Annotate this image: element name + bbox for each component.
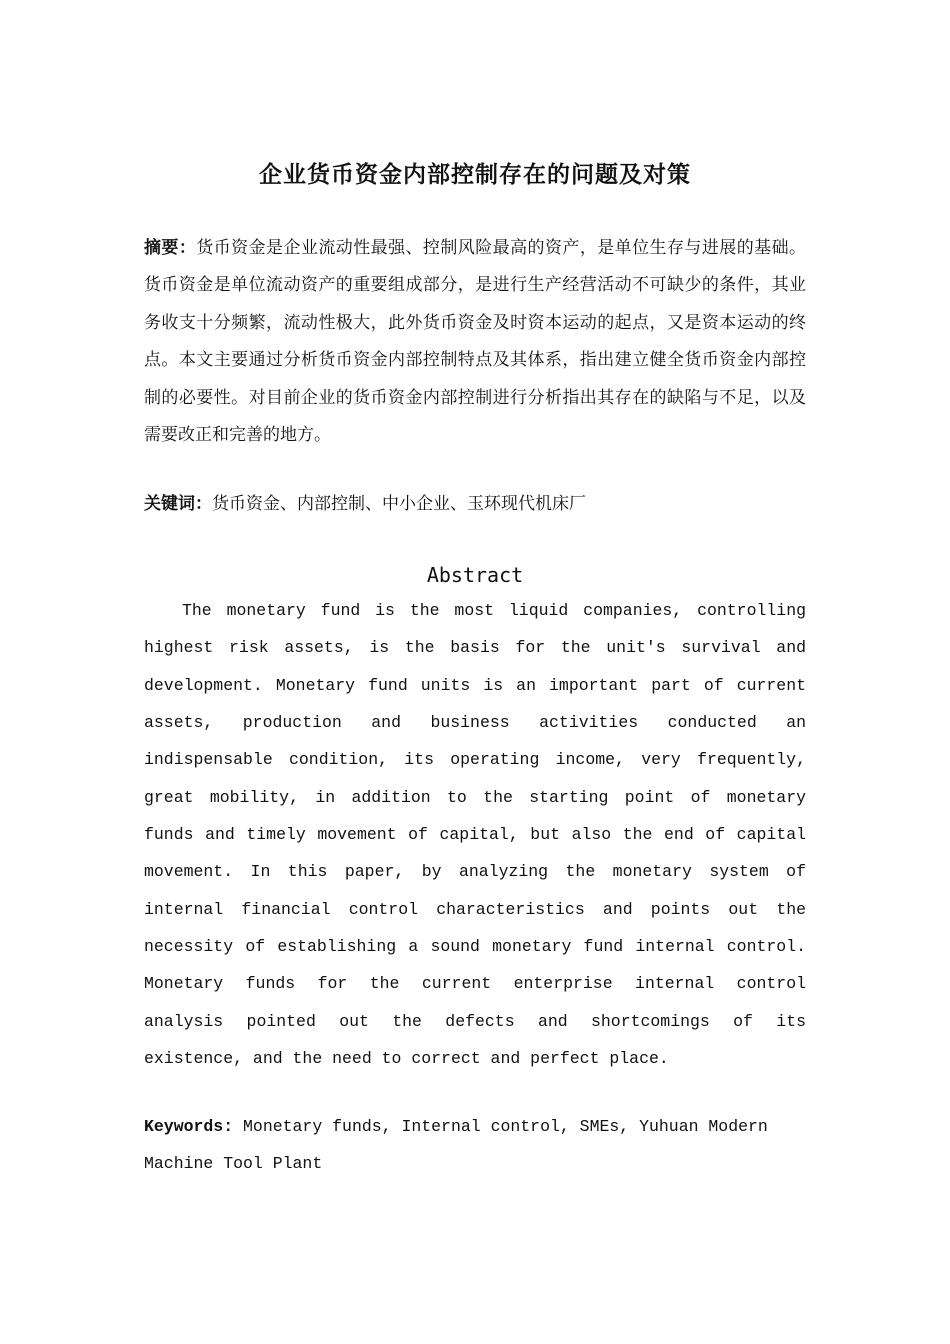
english-keywords: [144, 1108, 806, 1183]
english-abstract-heading: Abstract: [426, 563, 524, 587]
chinese-keywords: [144, 486, 806, 523]
document-title: 企业货币资金内部控制存在的问题及对策: [259, 161, 691, 188]
chinese-keywords-label: 关键词：: [144, 494, 212, 514]
english-keywords-text: Monetary funds, Internal control, SMEs, Yuhuan Modern Machine Tool Plant: [144, 1117, 768, 1174]
chinese-abstract: [144, 230, 806, 454]
chinese-abstract-text: 货币资金是企业流动性最强、控制风险最高的资产，是单位生存与进展的基础。货币资金是单位流动资产的重要组成部分，是进行生产经营活动不可缺少的条件，其业务收支十分频繁，流动性极大，此外货币资金及时资本运动的起点，又是资本运动的终点。本文主要通过分析货币资金内部控制特点及其体系，指出建立健全货币资金内部控制的必要性。对目前企业的货币资金内部控制进行分析指出其存在的缺陷与不足，以及需要改正和完善的地方。: [144, 238, 807, 446]
english-keywords-label: Keywords:: [144, 1117, 234, 1136]
english-abstract-text: The monetary fund is the most liquid companies, controlling highest risk assets, is the basis for the unit's survival and development. Monetary fund units is an important part of current assets, production and business activities conducted an indispensable condition, its operating income, very frequently, great mobility, in addition to the starting point of monetary funds and timely movement of capital, but also the end of capital movement. In this paper, by analyzing the monetary system of internal financial control characteristics and points out the necessity of establishing a sound monetary fund internal control. Monetary funds for the current enterprise internal control analysis pointed out the defects and shortcomings of its existence, and the need to correct and perfect place.: [144, 601, 806, 1069]
chinese-abstract-label: 摘要：: [144, 238, 197, 258]
chinese-keywords-text: 货币资金、内部控制、中小企业、玉环现代机床厂: [212, 494, 586, 514]
